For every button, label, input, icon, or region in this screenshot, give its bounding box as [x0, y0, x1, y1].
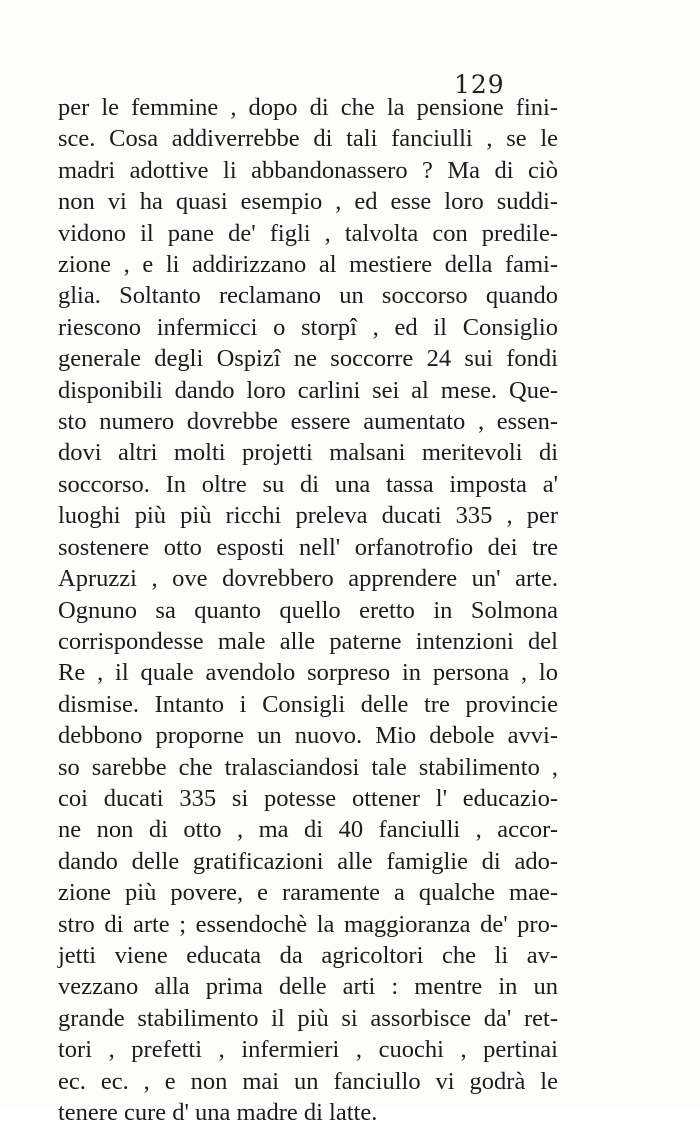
- text-line: tenere cure d' una madre di latte.: [58, 1099, 378, 1126]
- text-line: per le femmine , dopo di che la pensione fini-: [58, 94, 558, 121]
- text-line: madri adottive li abbandonassero ? Ma di ciò: [58, 156, 558, 184]
- text-line: zione , e li addirizzano al mestiere della fami-: [58, 251, 558, 279]
- text-line: sto numero dovrebbe essere aumentato , essen-: [58, 408, 558, 436]
- body-text: [58, 92, 558, 1128]
- text-line: corrispondesse male alle paterne intenzioni del: [58, 627, 558, 655]
- text-line: stro di arte ; essendochè la maggioranza de' pro-: [58, 910, 558, 938]
- text-line: ne non di otto , ma di 40 fanciulli , accor-: [58, 816, 558, 844]
- text-line: debbono proporne un nuovo. Mio debole avvi-: [58, 722, 558, 750]
- text-line: zione più povere, e raramente a qualche mae-: [58, 879, 558, 907]
- text-line: disponibili dando loro carlini sei al mese. Que-: [58, 376, 558, 404]
- text-line: ec. ec. , e non mai un fanciullo vi godrà le: [58, 1067, 558, 1095]
- text-line: luoghi più più ricchi preleva ducati 335 , per: [58, 502, 558, 530]
- text-line: soccorso. In oltre su di una tassa imposta a': [58, 470, 558, 498]
- text-line: sce. Cosa addiverrebbe di tali fanciulli , se le: [58, 125, 558, 153]
- text-line: Ognuno sa quanto quello eretto in Solmona: [58, 596, 558, 624]
- text-line: so sarebbe che tralasciandosi tale stabilimento ,: [58, 753, 558, 781]
- text-line: grande stabilimento il più si assorbisce da' ret-: [58, 1004, 558, 1032]
- text-line: vezzano alla prima delle arti : mentre in un: [58, 973, 558, 1001]
- text-line: Apruzzi , ove dovrebbero apprendere un' arte.: [58, 565, 558, 593]
- text-line: sostenere otto esposti nell' orfanotrofio dei tre: [58, 533, 558, 561]
- text-line: dando delle gratificazioni alle famiglie di ado-: [58, 847, 558, 875]
- text-line: glia. Soltanto reclamano un soccorso quando: [58, 282, 558, 310]
- text-line: non vi ha quasi esempio , ed esse loro suddi-: [58, 188, 558, 216]
- text-line: jetti viene educata da agricoltori che li av-: [58, 941, 558, 969]
- text-line: riescono infermicci o storpî , ed il Consiglio: [58, 313, 558, 341]
- text-line: dismise. Intanto i Consigli delle tre provincie: [58, 690, 558, 718]
- page-number: 129: [454, 70, 505, 99]
- text-line: Re , il quale avendolo sorpreso in persona , lo: [58, 659, 558, 687]
- text-line: generale degli Ospizî ne soccorre 24 sui fondi: [58, 345, 558, 373]
- text-line: vidono il pane de' figli , talvolta con predile-: [58, 219, 558, 247]
- text-line: tori , prefetti , infermieri , cuochi , pertinai: [58, 1036, 558, 1064]
- text-line: dovi altri molti projetti malsani meritevoli di: [58, 439, 558, 467]
- text-line: coi ducati 335 si potesse ottener l' educazio-: [58, 784, 558, 812]
